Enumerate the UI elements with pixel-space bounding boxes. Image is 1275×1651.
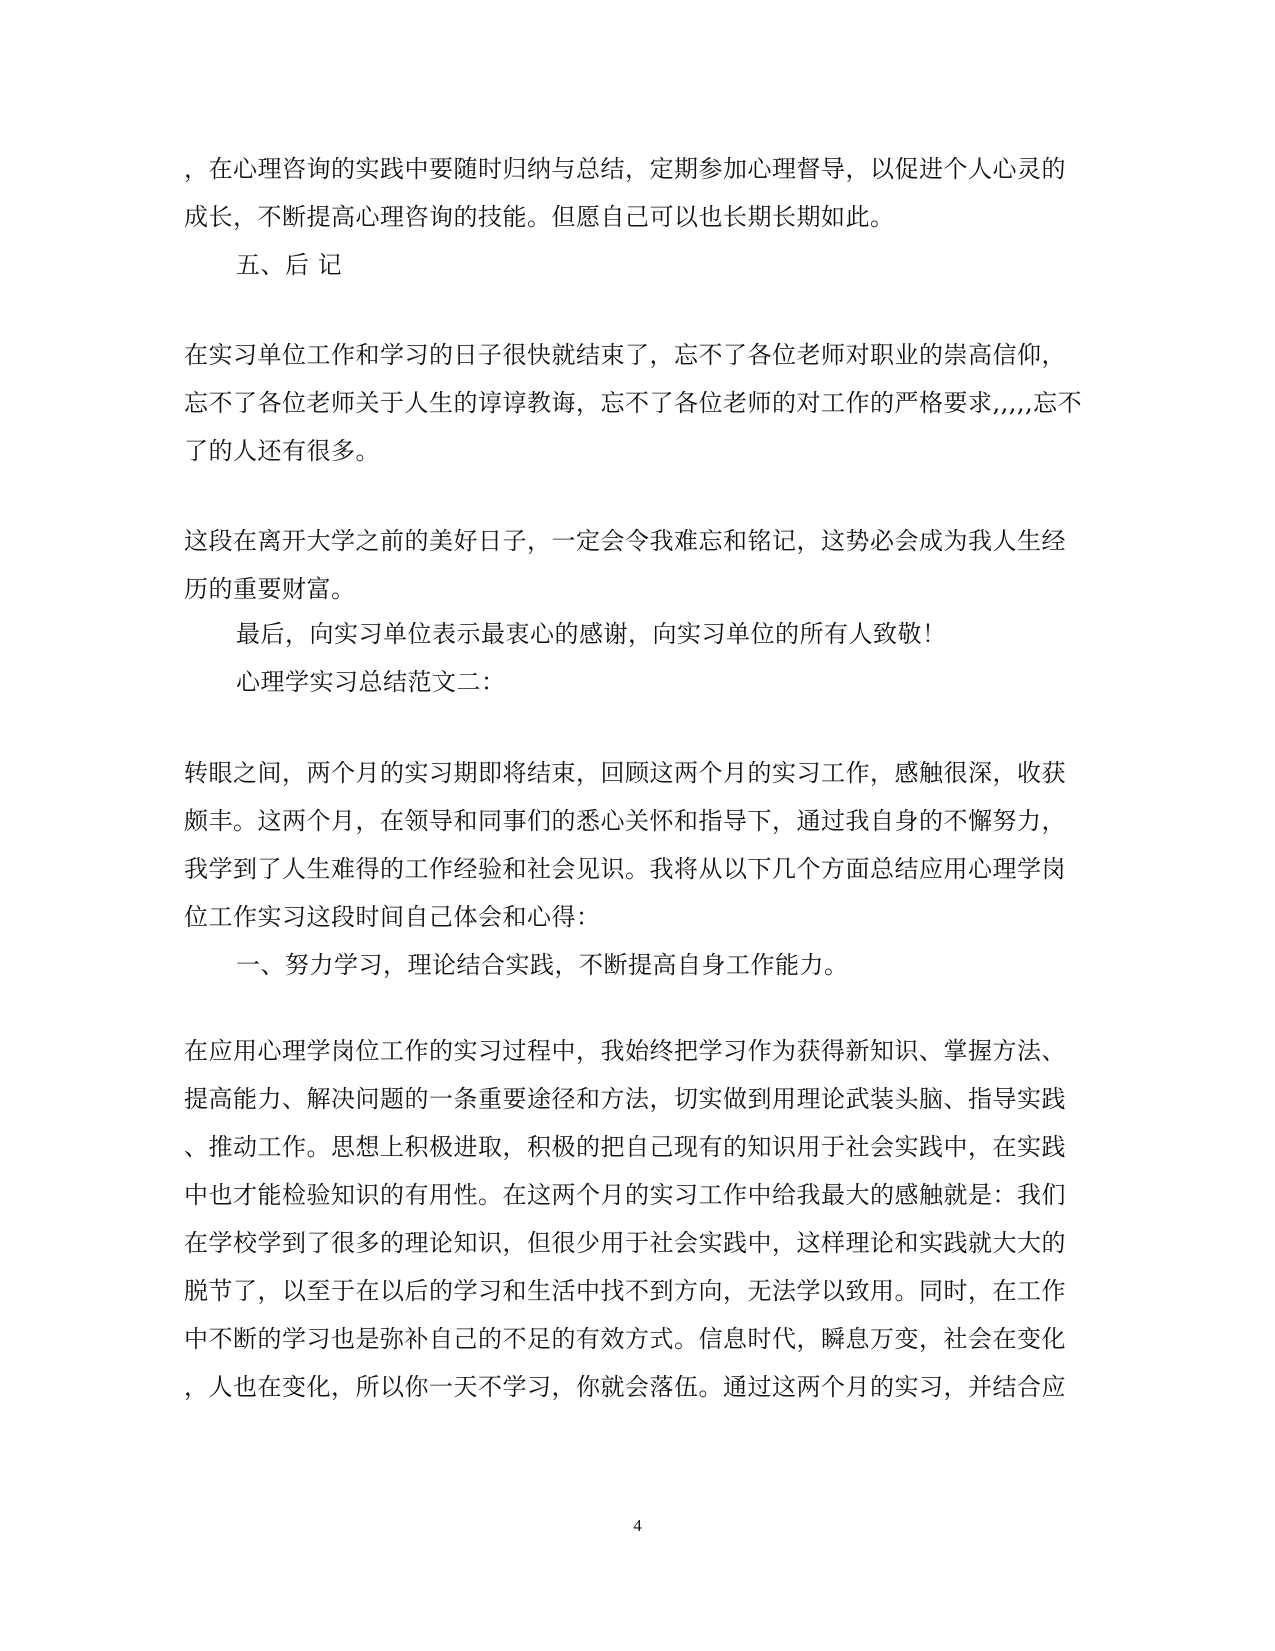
text-line: 我学到了人生难得的工作经验和社会见识。我将从以下几个方面总结应用心理学岗 [184,855,1066,883]
text-line: 中不断的学习也是弥补自己的不足的有效方式。信息时代，瞬息万变，社会在变化 [184,1325,1066,1353]
heading-sample-two: 心理学实习总结范文二： [236,668,506,696]
text-line: 最后，向实习单位表示最衷心的感谢，向实习单位的所有人致敬！ [236,620,947,648]
text-line: 颇丰。这两个月，在领导和同事们的悉心关怀和指导下，通过我自身的不懈努力， [184,807,1066,835]
text-line: 、推动工作。思想上积极进取，积极的把自己现有的知识用于社会实践中，在实践 [184,1133,1066,1161]
text-line: 脱节了，以至于在以后的学习和生活中找不到方向，无法学以致用。同时，在工作 [184,1277,1066,1305]
heading-point-one: 一、努力学习，理论结合实践，不断提高自身工作能力。 [236,951,849,979]
text-line: 在学校学到了很多的理论知识，但很少用于社会实践中，这样理论和实践就大大的 [184,1229,1066,1257]
paragraph-learning [184,1027,1084,1411]
heading-afterword: 五、后 记 [236,251,343,279]
paragraph-unforgettable [184,331,1084,475]
text-line: 在实习单位工作和学习的日子很快就结束了，忘不了各位老师对职业的崇高信仰， [184,341,1066,369]
text-line: 中也才能检验知识的有用性。在这两个月的实习工作中给我最大的感触就是：我们 [184,1181,1066,1209]
page-number: 4 [633,1516,642,1535]
paragraph-good-days [184,517,1084,613]
text-line: 提高能力、解决问题的一条重要途径和方法，切实做到用理论武装头脑、指导实践 [184,1085,1066,1113]
text-line: ，在心理咨询的实践中要随时归纳与总结，定期参加心理督导，以促进个人心灵的 [184,155,1066,183]
text-line: ，人也在变化，所以你一天不学习，你就会落伍。通过这两个月的实习，并结合应 [184,1373,1066,1401]
text-line: 成长，不断提高心理咨询的技能。但愿自己可以也长期长期如此。 [184,203,895,231]
paragraph-two-months [184,749,1084,989]
text-line: 忘不了各位老师关于人生的谆谆教诲，忘不了各位老师的对工作的严格要求,,,,,忘不 [184,389,1083,417]
text-line: 历的重要财富。 [184,575,356,603]
text-line: 了的人还有很多。 [184,437,380,465]
text-line: 在应用心理学岗位工作的实习过程中，我始终把学习作为获得新知识、掌握方法、 [184,1037,1066,1065]
paragraph-thanks [184,610,1084,706]
text-line: 位工作实习这段时间自己体会和心得： [184,903,601,931]
text-line: 这段在离开大学之前的美好日子，一定会令我难忘和铭记，这势必会成为我人生经 [184,527,1066,555]
paragraph-counseling-practice [184,145,1084,241]
section-heading-afterword [184,241,1084,289]
text-line: 转眼之间，两个月的实习期即将结束，回顾这两个月的实习工作，感触很深，收获 [184,759,1066,787]
